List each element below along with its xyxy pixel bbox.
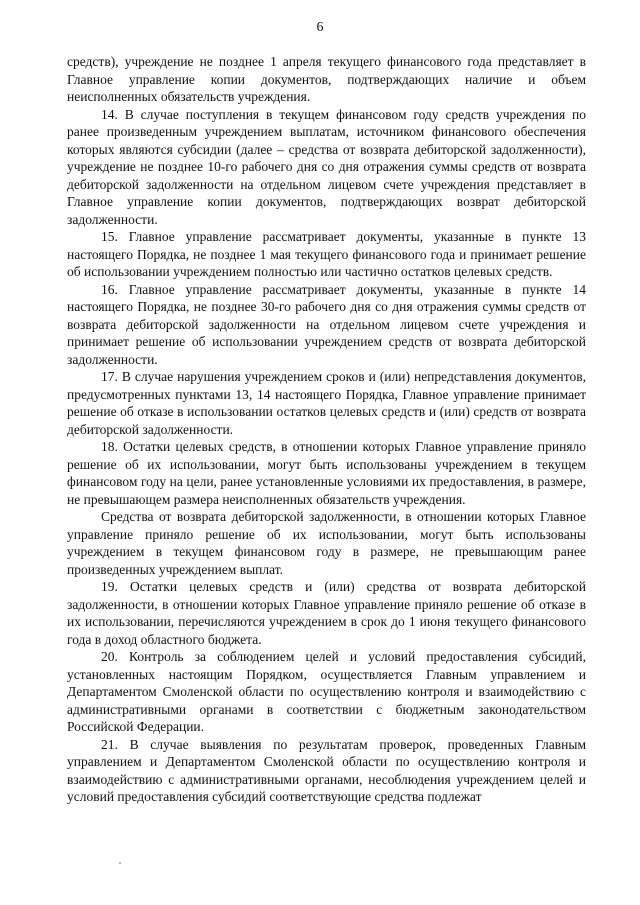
paragraph-15: 15. Главное управление рассматривает документы, указанные в пункте 13 настоящего Порядка, не позднее 1 мая текущего финансового года и принимает решение об использовании учреждением полностью или частично остатков целевых средств. — [67, 229, 586, 279]
page-number: 6 — [316, 20, 324, 35]
paragraph-21: 21. В случае выявления по результатам проверок, проведенных Главным управлением и Департаментом Смоленской области по осуществлению контроля и взаимодействию с административными органами, несоблюдения учреждением целей и условий предоставления субсидий соответствующие средства подлежат — [67, 736, 586, 804]
paragraph-17: 17. В случае нарушения учреждением сроков и (или) непредставления документов, предусмотренных пунктами 13, 14 настоящего Порядка, Главное управление принимает решение об отказе в использовании остатков целевых средств и (или) средств от возврата дебиторской задолженности. — [67, 369, 586, 437]
scan-speck — [119, 862, 121, 864]
paragraph-16: 16. Главное управление рассматривает документы, указанные в пункте 14 настоящего Порядка, не позднее 30-го рабочего дня со дня отражения суммы средств от возврата дебиторской задолженности на отдельном лицевом счете учреждения и принимает решение об использовании учреждением средств от возврата дебиторской задолженности. — [67, 281, 586, 367]
document-body — [67, 53, 586, 806]
paragraph-continuation: средств), учреждение не позднее 1 апреля текущего финансового года представляет в Главное управление копии документов, подтверждающих наличие и объем неисполненных обязательств учреждения. — [67, 54, 586, 104]
paragraph-18-second: Средства от возврата дебиторской задолженности, в отношении которых Главное управление приняло решение об их использовании, могут быть использованы учреждением в текущем финансовом году в размере, не превышающим ранее произведенных учреждением выплат. — [67, 509, 586, 577]
paragraph-18: 18. Остатки целевых средств, в отношении которых Главное управление приняло решение об их использовании, могут быть использованы учреждением в текущем финансовом году на цели, ранее установленные условиями их предоставления, в размере, не превышающем размера неисполненных обязательств учреждения. — [67, 439, 586, 507]
paragraph-19: 19. Остатки целевых средств и (или) средства от возврата дебиторской задолженности, в отношении которых Главное управление приняло решение об отказе в их использовании, перечисляются учреждением в срок до 1 июня текущего финансового года в доход областного бюджета. — [67, 579, 586, 647]
paragraph-14: 14. В случае поступления в текущем финансовом году средств учреждения по ранее произведенным учреждением выплатам, источником финансового обеспечения которых являются субсидии (далее – средства от возврата дебиторской задолженности), учреждение не позднее 10-го рабочего дня со дня отражения суммы средств от возврата дебиторской задолженности на отдельном лицевом счете учреждения представляет в Главное управление копии документов, подтверждающих возврат дебиторской задолженности. — [67, 106, 586, 227]
paragraph-20: 20. Контроль за соблюдением целей и условий предоставления субсидий, установленных настоящим Порядком, осуществляется Главным управлением и Департаментом Смоленской области по осуществлению контроля и взаимодействию с административными органами в соответствии с бюджетным законодательством Российской Федерации. — [67, 649, 586, 734]
